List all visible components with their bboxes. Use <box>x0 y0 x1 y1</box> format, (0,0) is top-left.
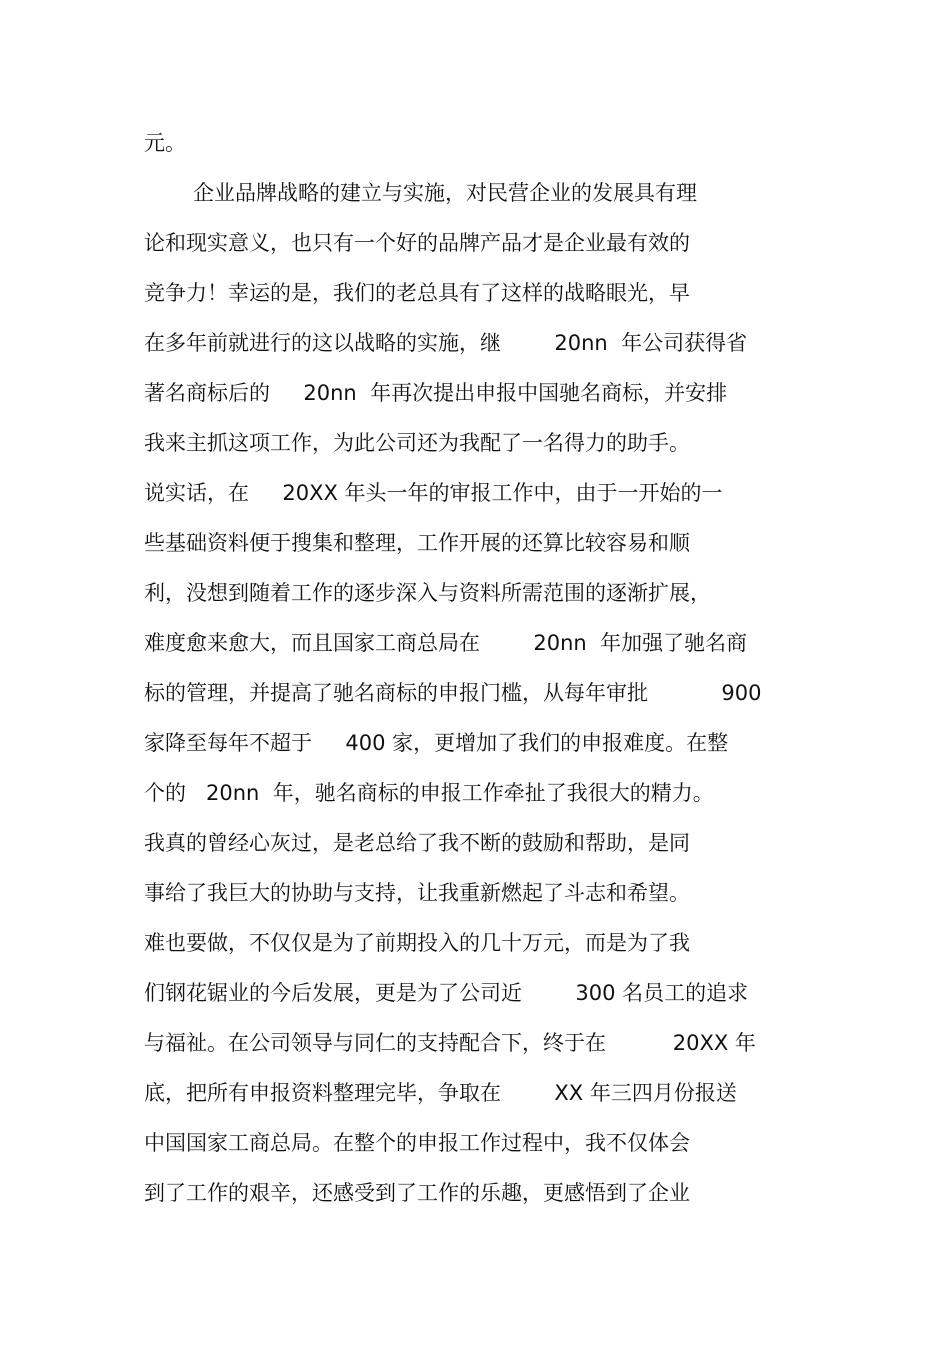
text-line: 个的 20nn 年，驰名商标的申报工作牵扯了我很大的精力。 <box>144 781 714 805</box>
text-line: 家降至每年不超于 400 家，更增加了我们的申报难度。在整 <box>144 731 729 755</box>
text-line: 事给了我巨大的协助与支持，让我重新燃起了斗志和希望。 <box>144 881 690 905</box>
text-line: 难度愈来愈大，而且国家工商总局在 20nn 年加强了驰名商 <box>144 631 748 655</box>
text-line: 些基础资料便于搜集和整理，工作开展的还算比较容易和顺 <box>144 531 690 555</box>
text-line: 底，把所有申报资料整理完毕，争取在 XX 年三四月份报送 <box>144 1081 737 1105</box>
paragraph-start-line: 企业品牌战略的建立与实施，对民营企业的发展具有理 <box>193 181 697 205</box>
text-line: 标的管理，并提高了驰名商标的申报门槛，从每年审批 900 <box>144 681 762 705</box>
text-line: 与福祉。在公司领导与同仁的支持配合下，终于在 20XX 年 <box>144 1031 756 1055</box>
text-line: 们钢花锯业的今后发展，更是为了公司近 300 名员工的追求 <box>144 981 749 1005</box>
text-line: 中国国家工商总局。在整个的申报工作过程中，我不仅体会 <box>144 1131 690 1155</box>
text-line: 著名商标后的 20nn 年再次提出申报中国驰名商标，并安排 <box>144 381 728 405</box>
text-line: 在多年前就进行的这以战略的实施，继 20nn 年公司获得省 <box>144 331 748 355</box>
text-line: 元。 <box>144 131 186 155</box>
text-line: 我来主抓这项工作，为此公司还为我配了一名得力的助手。 <box>144 431 690 455</box>
text-line: 竞争力！幸运的是，我们的老总具有了这样的战略眼光，早 <box>144 281 690 305</box>
text-line: 论和现实意义，也只有一个好的品牌产品才是企业最有效的 <box>144 231 690 255</box>
text-line: 我真的曾经心灰过，是老总给了我不断的鼓励和帮助，是同 <box>144 831 690 855</box>
text-line: 说实话，在 20XX 年头一年的审报工作中，由于一开始的一 <box>144 481 723 505</box>
text-line: 到了工作的艰辛，还感受到了工作的乐趣，更感悟到了企业 <box>144 1181 690 1205</box>
text-line: 利，没想到随着工作的逐步深入与资料所需范围的逐渐扩展， <box>144 581 711 605</box>
text-line: 难也要做，不仅仅是为了前期投入的几十万元，而是为了我 <box>144 931 690 955</box>
